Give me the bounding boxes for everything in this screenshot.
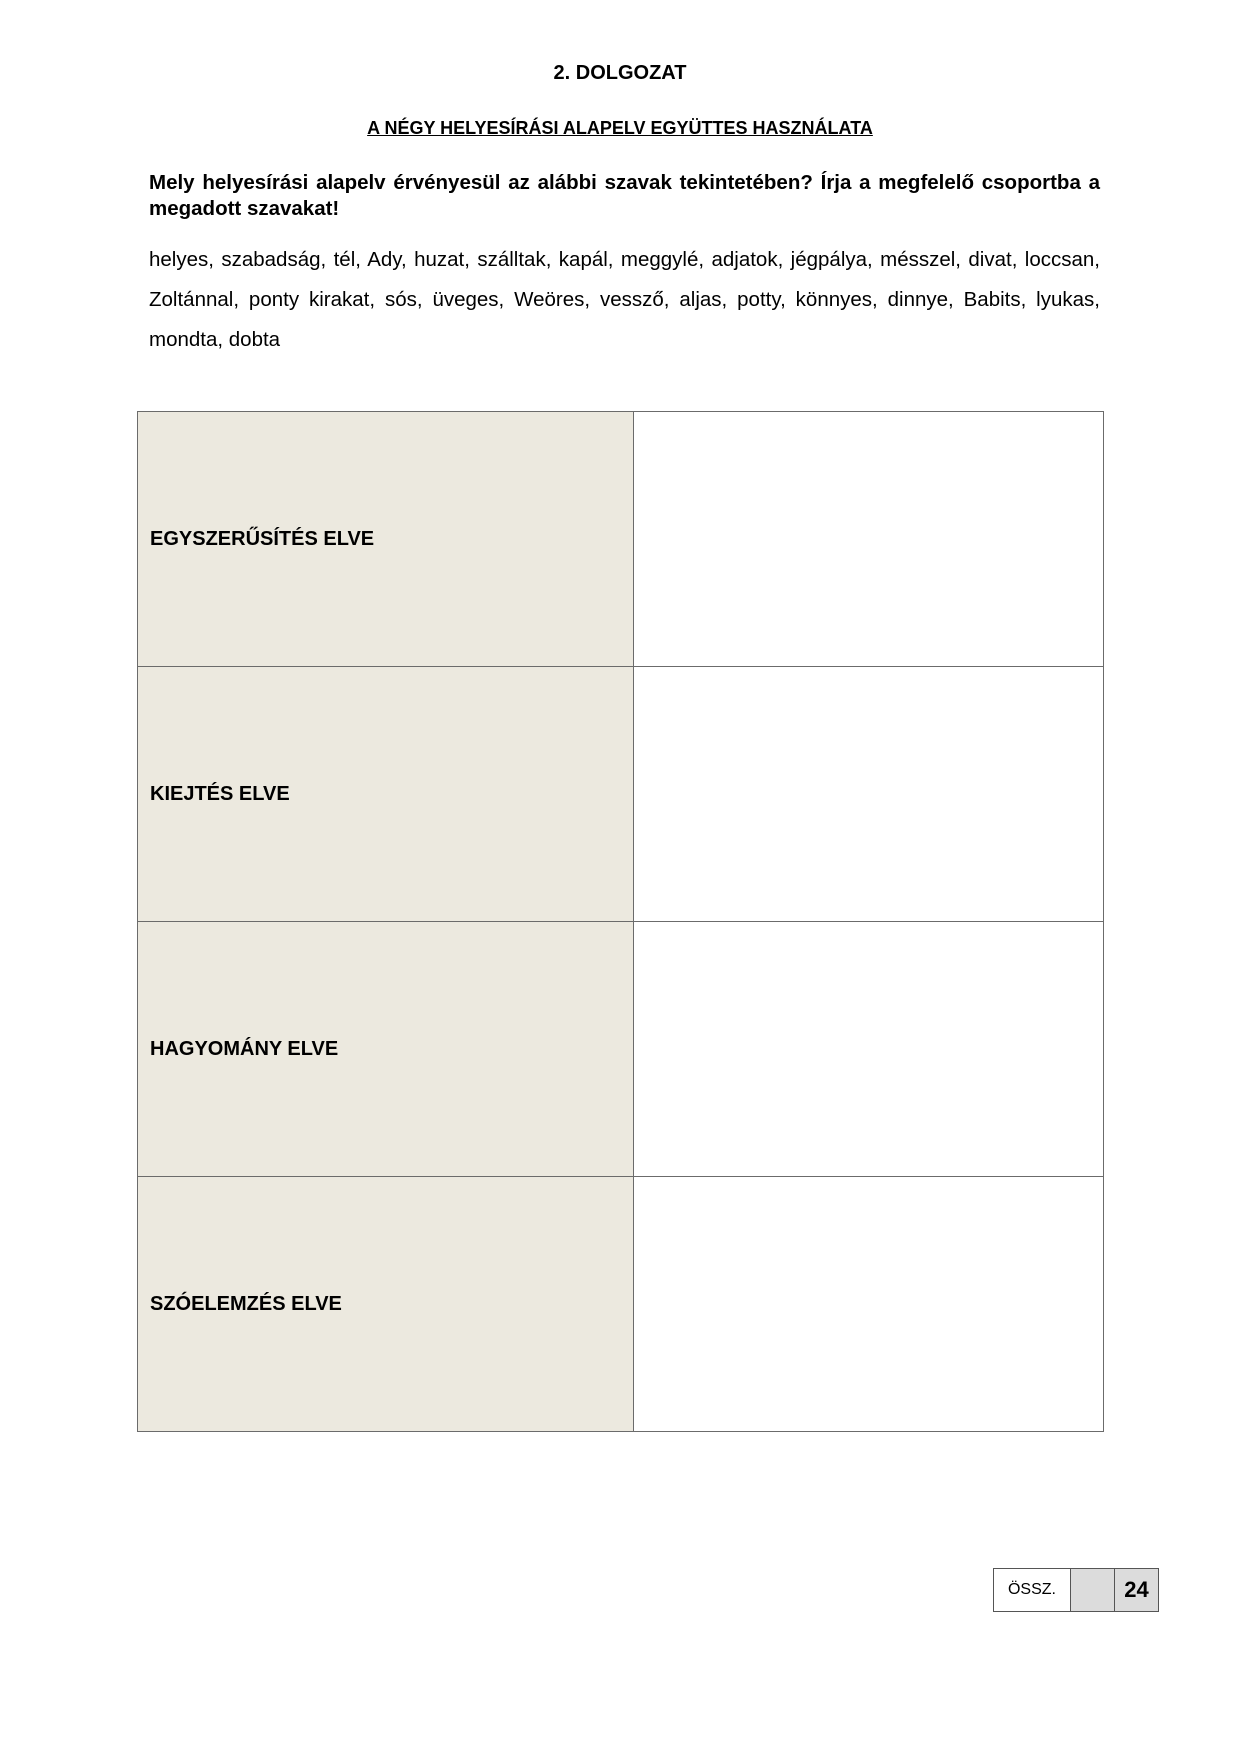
principle-label: EGYSZERŰSÍTÉS ELVE [138,412,634,667]
table-row [138,412,1104,667]
subtitle-text: A NÉGY HELYESÍRÁSI ALAPELV EGYÜTTES HASZNÁLATA [367,118,873,138]
answer-cell[interactable] [634,1177,1104,1432]
principle-label: KIEJTÉS ELVE [138,667,634,922]
answer-table [137,411,1104,1432]
answer-cell[interactable] [634,922,1104,1177]
score-label: ÖSSZ. [994,1569,1071,1612]
score-max: 24 [1115,1569,1159,1612]
answer-cell[interactable] [634,667,1104,922]
word-list: helyes, szabadság, tél, Ady, huzat, szálltak, kapál, meggylé, adjatok, jégpálya, mésszel, divat, loccsan, Zoltánnal, ponty kirakat, sós, üveges, Weöres, vessző, aljas, potty, könnyes, dinnye, Babits, lyukas, mondta, dobta [149,248,1100,351]
table-row [138,667,1104,922]
score-box [993,1568,1159,1612]
task-question: Mely helyesírási alapelv érvényesül az alábbi szavak tekintetében? Írja a megfelelő csoportba a megadott szavakat! [149,171,1100,220]
table-row [138,1177,1104,1432]
principle-label: SZÓELEMZÉS ELVE [138,1177,634,1432]
page-subtitle [0,118,1240,139]
principle-label: HAGYOMÁNY ELVE [138,922,634,1177]
page-title: 2. DOLGOZAT [553,62,687,84]
answer-cell[interactable] [634,412,1104,667]
score-earned-field[interactable] [1071,1569,1115,1612]
table-row [138,922,1104,1177]
